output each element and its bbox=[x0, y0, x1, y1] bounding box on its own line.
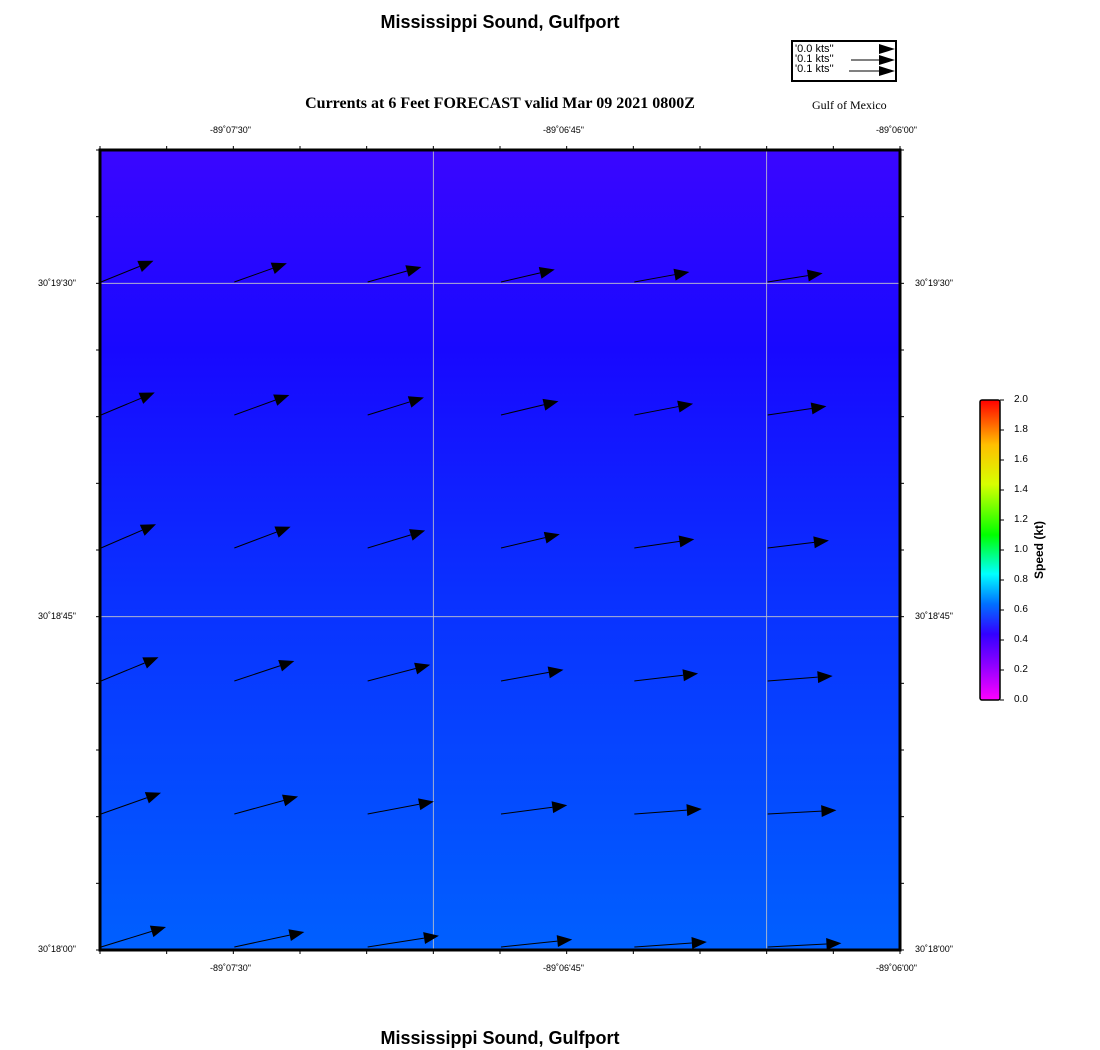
colorbar-tick-label: 0.0 bbox=[1014, 694, 1028, 705]
y-tick-right-2: 30˚18'45" bbox=[915, 611, 953, 621]
current-speed-field bbox=[100, 150, 900, 950]
speed-colorbar bbox=[976, 396, 1006, 706]
colorbar-tick-label: 0.2 bbox=[1014, 664, 1028, 675]
y-tick-right-3: 30˚18'00" bbox=[915, 944, 953, 954]
x-tick-top-1: -89˚07'30" bbox=[210, 125, 251, 135]
x-tick-bottom-3: -89˚06'00" bbox=[876, 963, 917, 973]
y-tick-left-3: 30˚18'00" bbox=[38, 944, 76, 954]
map-title-bottom: Mississippi Sound, Gulfport bbox=[380, 1028, 620, 1048]
legend-label-2: '0.1 kts'' bbox=[795, 53, 834, 65]
x-tick-top-3: -89˚06'00" bbox=[876, 125, 917, 135]
colorbar-tick-label: 2.0 bbox=[1014, 394, 1028, 405]
colorbar-tick-label: 1.8 bbox=[1014, 424, 1028, 435]
colorbar-title: Speed (kt) bbox=[1032, 520, 1047, 580]
x-tick-bottom-1: -89˚07'30" bbox=[210, 963, 251, 973]
colorbar-tick-label: 0.4 bbox=[1014, 634, 1028, 645]
colorbar-tick-label: 1.2 bbox=[1014, 514, 1028, 525]
colorbar-tick-label: 1.0 bbox=[1014, 544, 1028, 555]
x-tick-top-2: -89˚06'45" bbox=[543, 125, 584, 135]
colorbar-gradient bbox=[980, 400, 1000, 700]
colorbar-tick-label: 0.8 bbox=[1014, 574, 1028, 585]
x-tick-bottom-2: -89˚06'45" bbox=[543, 963, 584, 973]
colorbar-tick-label: 1.6 bbox=[1014, 454, 1028, 465]
colorbar-tick-label: 0.6 bbox=[1014, 604, 1028, 615]
legend-label-3: '0.1 kts'' bbox=[795, 63, 834, 75]
y-tick-left-1: 30˚19'30" bbox=[38, 278, 76, 288]
y-tick-left-2: 30˚18'45" bbox=[38, 611, 76, 621]
map-title-top: Mississippi Sound, Gulfport bbox=[380, 12, 620, 32]
legend-label-1: '0.0 kts'' bbox=[795, 43, 834, 55]
y-tick-right-1: 30˚19'30" bbox=[915, 278, 953, 288]
region-label: Gulf of Mexico bbox=[812, 98, 887, 112]
forecast-title: Currents at 6 Feet FORECAST valid Mar 09 2021 0800Z bbox=[305, 95, 695, 112]
colorbar-tick-label: 1.4 bbox=[1014, 484, 1028, 495]
